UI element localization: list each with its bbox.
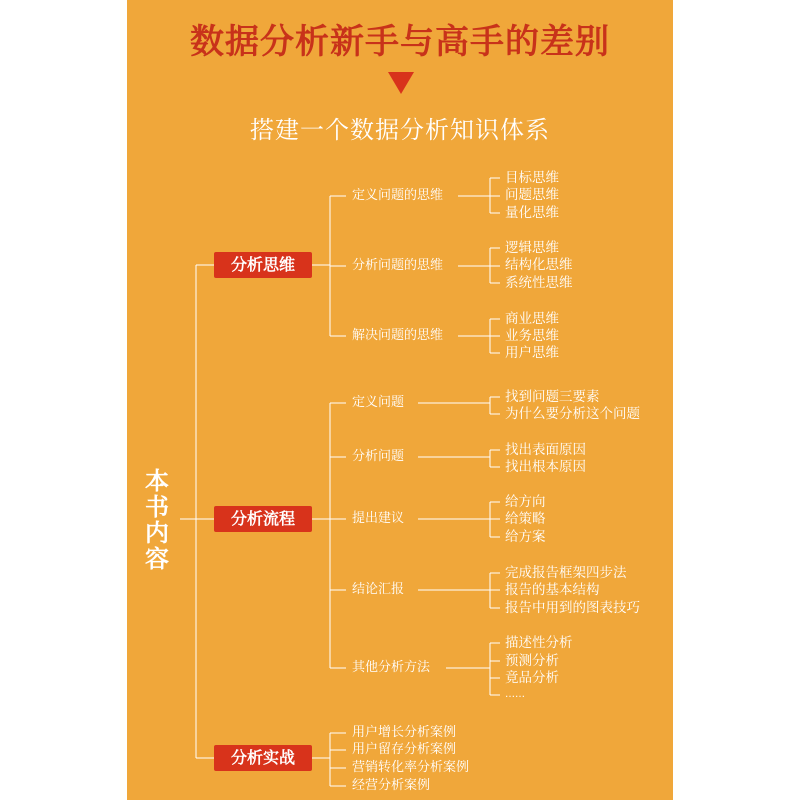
leaf-item: 找出表面原因 (505, 442, 586, 458)
node-case: 经营分析案例 (352, 778, 431, 793)
leaf-item: 系统性思维 (505, 275, 573, 291)
leaf-item: 目标思维 (505, 170, 559, 186)
category-analysis-practice: 分析实战 (214, 745, 312, 771)
leaf-item: 逻辑思维 (505, 240, 559, 256)
leaf-item: 给策略 (505, 511, 546, 527)
node-analyze-problem: 分析问题 (352, 449, 405, 464)
page-title: 数据分析新手与高手的差别 (190, 22, 610, 62)
leaf-item: 业务思维 (505, 328, 559, 344)
leaf-item: 结构化思维 (505, 257, 573, 273)
node-case: 用户留存分析案例 (352, 742, 457, 757)
leaf-item: 商业思维 (505, 311, 559, 327)
leaf-item: 用户思维 (505, 345, 559, 361)
node-give-advice: 提出建议 (352, 511, 405, 526)
leaf-item: 问题思维 (505, 187, 559, 203)
leaf-item: 找出根本原因 (505, 459, 586, 475)
leaf-item: 竟品分析 (505, 670, 559, 686)
node-conclusion-report: 结论汇报 (352, 582, 405, 597)
root-label: 本 书 内 容 (145, 466, 169, 573)
category-analysis-thinking: 分析思维 (214, 252, 312, 278)
leaf-item: 为什么要分析这个问题 (505, 406, 640, 422)
node-solve-problem-thinking: 解决问题的思维 (352, 328, 444, 343)
leaf-item: 给方案 (505, 529, 546, 545)
category-analysis-process: 分析流程 (214, 506, 312, 532)
subtitle: 搭建一个数据分析知识体系 (250, 116, 550, 144)
leaf-item: 找到问题三要素 (505, 389, 600, 405)
node-other-methods: 其他分析方法 (352, 660, 431, 675)
leaf-item: 预测分析 (505, 653, 559, 669)
leaf-item: 给方向 (505, 494, 546, 510)
leaf-item: 报告的基本结构 (505, 582, 600, 598)
leaf-item: 量化思维 (505, 205, 559, 221)
node-define-problem: 定义问题 (352, 395, 405, 410)
leaf-item: 描述性分析 (505, 635, 573, 651)
leaf-item: 完成报告框架四步法 (505, 565, 627, 581)
node-analyze-problem-thinking: 分析问题的思维 (352, 258, 444, 273)
node-define-problem-thinking: 定义问题的思维 (352, 188, 444, 203)
node-case: 营销转化率分析案例 (352, 760, 470, 775)
leaf-ellipsis: …… (505, 689, 525, 700)
leaf-item: 报告中用到的图表技巧 (505, 600, 640, 616)
node-case: 用户增长分析案例 (352, 725, 457, 740)
